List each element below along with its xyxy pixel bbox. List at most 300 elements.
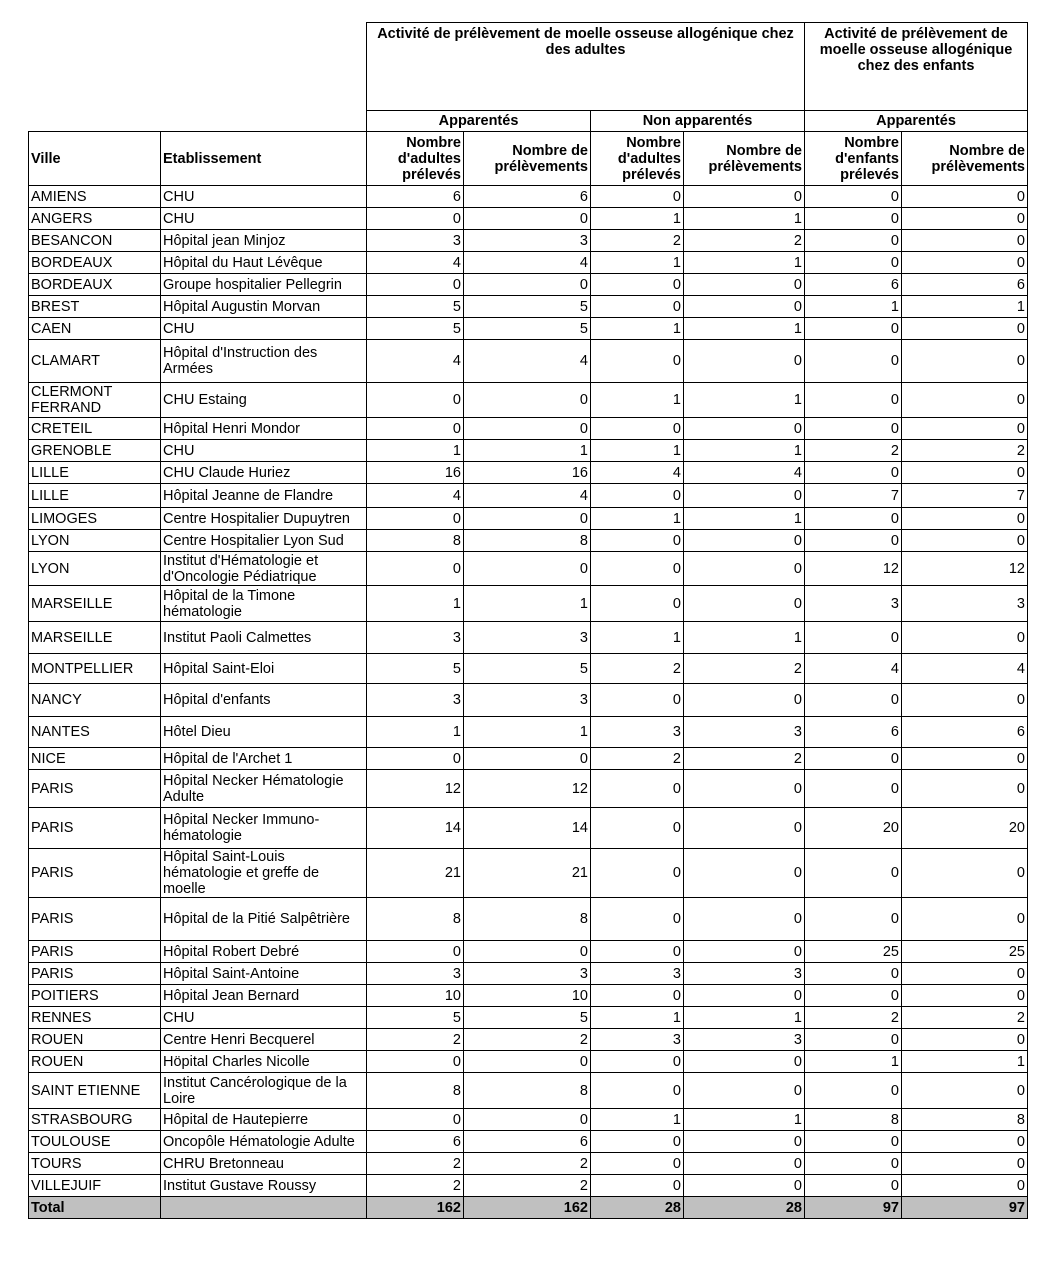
table-row xyxy=(29,808,1028,849)
nb-prelev-enfants-app-cell: 0 xyxy=(902,684,1028,717)
nb-adultes-nonapp-cell: 0 xyxy=(591,1175,684,1197)
nb-prelev-app-cell: 0 xyxy=(464,941,591,963)
etablissement-cell: Hôpital d'enfants xyxy=(161,684,367,717)
nb-adultes-app-cell: 5 xyxy=(367,318,464,340)
nb-prelev-nonapp-cell: 2 xyxy=(684,230,805,252)
etablissement-cell: Hôpital Saint-Louis hématologie et greffe de moelle xyxy=(161,849,367,898)
nb-prelev-enfants-app-cell: 0 xyxy=(902,186,1028,208)
etablissement-cell: Hôpital Necker Immuno-hématologie xyxy=(161,808,367,849)
etablissement-cell: Hôpital Jean Bernard xyxy=(161,985,367,1007)
table-row xyxy=(29,748,1028,770)
ville-cell: STRASBOURG xyxy=(29,1109,161,1131)
nb-prelev-nonapp-cell: 0 xyxy=(684,985,805,1007)
nb-prelev-nonapp-cell: 1 xyxy=(684,1109,805,1131)
nb-adultes-app-cell: 0 xyxy=(367,1109,464,1131)
nb-adultes-app-cell: 0 xyxy=(367,552,464,586)
col-nb-prelev-1-header: Nombre de prélèvements xyxy=(464,132,591,186)
nb-prelev-enfants-app-cell: 0 xyxy=(902,898,1028,941)
nb-prelev-enfants-app-cell: 0 xyxy=(902,383,1028,418)
ville-cell: PARIS xyxy=(29,941,161,963)
nb-adultes-app-cell: 3 xyxy=(367,684,464,717)
nb-adultes-nonapp-cell: 2 xyxy=(591,654,684,684)
nb-adultes-app-cell: 3 xyxy=(367,230,464,252)
total-nb-prelev-app-cell: 162 xyxy=(464,1197,591,1219)
nb-prelev-app-cell: 10 xyxy=(464,985,591,1007)
ville-cell: CLERMONT FERRAND xyxy=(29,383,161,418)
nb-adultes-app-cell: 0 xyxy=(367,383,464,418)
nb-enfants-app-cell: 8 xyxy=(805,1109,902,1131)
ville-cell: NANCY xyxy=(29,684,161,717)
nb-adultes-nonapp-cell: 1 xyxy=(591,622,684,654)
nb-adultes-app-cell: 14 xyxy=(367,808,464,849)
nb-prelev-app-cell: 14 xyxy=(464,808,591,849)
ville-cell: POITIERS xyxy=(29,985,161,1007)
nb-prelev-enfants-app-cell: 0 xyxy=(902,963,1028,985)
table-row xyxy=(29,1109,1028,1131)
etablissement-cell: CHRU Bretonneau xyxy=(161,1153,367,1175)
nb-adultes-nonapp-cell: 0 xyxy=(591,808,684,849)
ville-cell: VILLEJUIF xyxy=(29,1175,161,1197)
nb-adultes-app-cell: 0 xyxy=(367,941,464,963)
nb-adultes-nonapp-cell: 0 xyxy=(591,1153,684,1175)
ville-cell: PARIS xyxy=(29,898,161,941)
ville-cell: NICE xyxy=(29,748,161,770)
nb-prelev-enfants-app-cell: 0 xyxy=(902,230,1028,252)
nb-prelev-nonapp-cell: 1 xyxy=(684,318,805,340)
bone-marrow-table xyxy=(28,22,1028,1219)
ville-cell: TOULOUSE xyxy=(29,1131,161,1153)
ville-cell: ROUEN xyxy=(29,1029,161,1051)
table-row xyxy=(29,274,1028,296)
nb-prelev-app-cell: 12 xyxy=(464,770,591,808)
nb-enfants-app-cell: 0 xyxy=(805,530,902,552)
nb-enfants-app-cell: 0 xyxy=(805,963,902,985)
nb-adultes-app-cell: 8 xyxy=(367,898,464,941)
nb-enfants-app-cell: 6 xyxy=(805,717,902,748)
ville-cell: PARIS xyxy=(29,849,161,898)
nb-adultes-nonapp-cell: 0 xyxy=(591,552,684,586)
nb-prelev-app-cell: 8 xyxy=(464,530,591,552)
table-row xyxy=(29,318,1028,340)
nb-prelev-enfants-app-cell: 12 xyxy=(902,552,1028,586)
nb-adultes-app-cell: 2 xyxy=(367,1153,464,1175)
nb-prelev-nonapp-cell: 3 xyxy=(684,1029,805,1051)
etablissement-cell: Institut d'Hématologie et d'Oncologie Pédiatrique xyxy=(161,552,367,586)
nb-prelev-nonapp-cell: 0 xyxy=(684,186,805,208)
nb-adultes-app-cell: 0 xyxy=(367,208,464,230)
nb-prelev-enfants-app-cell: 0 xyxy=(902,1175,1028,1197)
nb-prelev-app-cell: 2 xyxy=(464,1153,591,1175)
etablissement-cell: CHU xyxy=(161,1007,367,1029)
etablissement-cell: Institut Paoli Calmettes xyxy=(161,622,367,654)
ville-cell: CLAMART xyxy=(29,340,161,383)
nb-prelev-app-cell: 4 xyxy=(464,484,591,508)
nb-prelev-enfants-app-cell: 0 xyxy=(902,1131,1028,1153)
nb-adultes-nonapp-cell: 0 xyxy=(591,296,684,318)
nb-prelev-nonapp-cell: 0 xyxy=(684,484,805,508)
ville-cell: AMIENS xyxy=(29,186,161,208)
etablissement-cell: Höpital Charles Nicolle xyxy=(161,1051,367,1073)
table-row xyxy=(29,1007,1028,1029)
adult-apparentes-header: Apparentés xyxy=(367,111,591,132)
ville-cell: BORDEAUX xyxy=(29,252,161,274)
nb-prelev-enfants-app-cell: 0 xyxy=(902,985,1028,1007)
nb-prelev-app-cell: 16 xyxy=(464,462,591,484)
table-row xyxy=(29,622,1028,654)
etablissement-cell: Hôpital Necker Hématologie Adulte xyxy=(161,770,367,808)
nb-prelev-app-cell: 5 xyxy=(464,296,591,318)
table-row xyxy=(29,985,1028,1007)
nb-enfants-app-cell: 0 xyxy=(805,1029,902,1051)
total-row xyxy=(29,1197,1028,1219)
nb-prelev-enfants-app-cell: 0 xyxy=(902,849,1028,898)
ville-cell: GRENOBLE xyxy=(29,440,161,462)
nb-prelev-nonapp-cell: 0 xyxy=(684,849,805,898)
nb-prelev-nonapp-cell: 0 xyxy=(684,941,805,963)
col-nb-adultes-1-header: Nombre d'adultes prélevés xyxy=(367,132,464,186)
col-ville-header: Ville xyxy=(29,132,161,186)
adult-non-apparentes-header: Non apparentés xyxy=(591,111,805,132)
nb-prelev-app-cell: 6 xyxy=(464,186,591,208)
ville-cell: MONTPELLIER xyxy=(29,654,161,684)
nb-adultes-nonapp-cell: 1 xyxy=(591,1109,684,1131)
nb-prelev-enfants-app-cell: 2 xyxy=(902,440,1028,462)
nb-prelev-app-cell: 0 xyxy=(464,1051,591,1073)
table-row xyxy=(29,418,1028,440)
nb-adultes-app-cell: 10 xyxy=(367,985,464,1007)
nb-adultes-app-cell: 0 xyxy=(367,1051,464,1073)
total-nb-enfants-app-cell: 97 xyxy=(805,1197,902,1219)
nb-enfants-app-cell: 0 xyxy=(805,1175,902,1197)
nb-adultes-nonapp-cell: 1 xyxy=(591,440,684,462)
nb-enfants-app-cell: 20 xyxy=(805,808,902,849)
nb-enfants-app-cell: 0 xyxy=(805,418,902,440)
table-row xyxy=(29,1153,1028,1175)
col-nb-prelev-2-header: Nombre de prélèvements xyxy=(684,132,805,186)
nb-enfants-app-cell: 0 xyxy=(805,462,902,484)
ville-cell: PARIS xyxy=(29,770,161,808)
nb-prelev-app-cell: 5 xyxy=(464,318,591,340)
nb-adultes-nonapp-cell: 2 xyxy=(591,748,684,770)
nb-prelev-nonapp-cell: 0 xyxy=(684,684,805,717)
etablissement-cell: Hôtel Dieu xyxy=(161,717,367,748)
nb-adultes-nonapp-cell: 1 xyxy=(591,383,684,418)
nb-adultes-app-cell: 4 xyxy=(367,252,464,274)
nb-adultes-app-cell: 5 xyxy=(367,296,464,318)
etablissement-cell: Centre Hospitalier Dupuytren xyxy=(161,508,367,530)
nb-prelev-enfants-app-cell: 0 xyxy=(902,340,1028,383)
nb-adultes-app-cell: 6 xyxy=(367,1131,464,1153)
nb-enfants-app-cell: 0 xyxy=(805,748,902,770)
etablissement-cell: Hôpital Saint-Antoine xyxy=(161,963,367,985)
nb-prelev-nonapp-cell: 0 xyxy=(684,898,805,941)
nb-prelev-enfants-app-cell: 6 xyxy=(902,717,1028,748)
nb-adultes-nonapp-cell: 0 xyxy=(591,530,684,552)
nb-adultes-nonapp-cell: 3 xyxy=(591,1029,684,1051)
nb-prelev-enfants-app-cell: 0 xyxy=(902,508,1028,530)
nb-enfants-app-cell: 0 xyxy=(805,508,902,530)
nb-adultes-app-cell: 1 xyxy=(367,717,464,748)
ville-cell: BESANCON xyxy=(29,230,161,252)
nb-prelev-app-cell: 1 xyxy=(464,586,591,622)
nb-prelev-app-cell: 0 xyxy=(464,1109,591,1131)
ville-cell: LIMOGES xyxy=(29,508,161,530)
nb-prelev-nonapp-cell: 0 xyxy=(684,1073,805,1109)
nb-adultes-nonapp-cell: 2 xyxy=(591,230,684,252)
nb-prelev-nonapp-cell: 0 xyxy=(684,340,805,383)
etablissement-cell: CHU Estaing xyxy=(161,383,367,418)
ville-cell: MARSEILLE xyxy=(29,586,161,622)
etablissement-cell: Hôpital de Hautepierre xyxy=(161,1109,367,1131)
nb-prelev-nonapp-cell: 0 xyxy=(684,552,805,586)
nb-adultes-app-cell: 2 xyxy=(367,1175,464,1197)
nb-adultes-app-cell: 4 xyxy=(367,484,464,508)
nb-prelev-enfants-app-cell: 0 xyxy=(902,208,1028,230)
ville-cell: PARIS xyxy=(29,963,161,985)
ville-cell: CRETEIL xyxy=(29,418,161,440)
etablissement-cell: Groupe hospitalier Pellegrin xyxy=(161,274,367,296)
ville-cell: LILLE xyxy=(29,462,161,484)
nb-prelev-enfants-app-cell: 4 xyxy=(902,654,1028,684)
nb-prelev-enfants-app-cell: 8 xyxy=(902,1109,1028,1131)
nb-adultes-app-cell: 3 xyxy=(367,622,464,654)
nb-prelev-nonapp-cell: 2 xyxy=(684,748,805,770)
ville-cell: ROUEN xyxy=(29,1051,161,1073)
nb-prelev-nonapp-cell: 0 xyxy=(684,1051,805,1073)
ville-cell: MARSEILLE xyxy=(29,622,161,654)
nb-enfants-app-cell: 0 xyxy=(805,985,902,1007)
etablissement-cell: Hôpital Jeanne de Flandre xyxy=(161,484,367,508)
col-etablissement-header: Etablissement xyxy=(161,132,367,186)
etablissement-cell: Institut Gustave Roussy xyxy=(161,1175,367,1197)
nb-adultes-nonapp-cell: 0 xyxy=(591,941,684,963)
nb-prelev-nonapp-cell: 1 xyxy=(684,383,805,418)
etablissement-cell: Centre Hospitalier Lyon Sud xyxy=(161,530,367,552)
nb-prelev-enfants-app-cell: 0 xyxy=(902,770,1028,808)
nb-enfants-app-cell: 4 xyxy=(805,654,902,684)
table-row xyxy=(29,654,1028,684)
nb-prelev-nonapp-cell: 1 xyxy=(684,1007,805,1029)
table-row xyxy=(29,296,1028,318)
nb-prelev-enfants-app-cell: 0 xyxy=(902,1073,1028,1109)
nb-adultes-nonapp-cell: 0 xyxy=(591,1073,684,1109)
nb-prelev-nonapp-cell: 0 xyxy=(684,274,805,296)
nb-enfants-app-cell: 0 xyxy=(805,849,902,898)
nb-adultes-app-cell: 16 xyxy=(367,462,464,484)
nb-enfants-app-cell: 1 xyxy=(805,296,902,318)
nb-adultes-nonapp-cell: 0 xyxy=(591,770,684,808)
table-row xyxy=(29,340,1028,383)
nb-adultes-nonapp-cell: 1 xyxy=(591,508,684,530)
nb-prelev-enfants-app-cell: 2 xyxy=(902,1007,1028,1029)
nb-enfants-app-cell: 0 xyxy=(805,186,902,208)
nb-prelev-app-cell: 2 xyxy=(464,1175,591,1197)
nb-prelev-nonapp-cell: 1 xyxy=(684,508,805,530)
nb-prelev-nonapp-cell: 0 xyxy=(684,418,805,440)
table-row xyxy=(29,1175,1028,1197)
etablissement-cell: Oncopôle Hématologie Adulte xyxy=(161,1131,367,1153)
table-row xyxy=(29,208,1028,230)
nb-enfants-app-cell: 0 xyxy=(805,208,902,230)
nb-prelev-app-cell: 4 xyxy=(464,252,591,274)
nb-adultes-app-cell: 0 xyxy=(367,418,464,440)
nb-adultes-nonapp-cell: 3 xyxy=(591,963,684,985)
etablissement-cell: Centre Henri Becquerel xyxy=(161,1029,367,1051)
nb-prelev-enfants-app-cell: 0 xyxy=(902,622,1028,654)
nb-enfants-app-cell: 0 xyxy=(805,622,902,654)
nb-prelev-app-cell: 1 xyxy=(464,440,591,462)
etablissement-cell: Hôpital de la Pitié Salpêtrière xyxy=(161,898,367,941)
nb-adultes-nonapp-cell: 1 xyxy=(591,208,684,230)
table-row xyxy=(29,552,1028,586)
nb-prelev-app-cell: 8 xyxy=(464,898,591,941)
etablissement-cell: Hôpital d'Instruction des Armées xyxy=(161,340,367,383)
header-blank-2 xyxy=(29,111,367,132)
etablissement-cell: Hôpital jean Minjoz xyxy=(161,230,367,252)
nb-prelev-enfants-app-cell: 0 xyxy=(902,748,1028,770)
table-row xyxy=(29,186,1028,208)
nb-prelev-enfants-app-cell: 0 xyxy=(902,530,1028,552)
nb-adultes-nonapp-cell: 1 xyxy=(591,318,684,340)
nb-adultes-nonapp-cell: 1 xyxy=(591,252,684,274)
nb-adultes-nonapp-cell: 4 xyxy=(591,462,684,484)
nb-prelev-nonapp-cell: 0 xyxy=(684,1131,805,1153)
nb-prelev-app-cell: 3 xyxy=(464,622,591,654)
nb-adultes-app-cell: 0 xyxy=(367,508,464,530)
total-label: Total xyxy=(29,1197,161,1219)
etablissement-cell: Hôpital de l'Archet 1 xyxy=(161,748,367,770)
nb-adultes-nonapp-cell: 0 xyxy=(591,418,684,440)
col-nb-enfants-header: Nombre d'enfants prélevés xyxy=(805,132,902,186)
nb-enfants-app-cell: 0 xyxy=(805,1153,902,1175)
table-row xyxy=(29,1029,1028,1051)
nb-enfants-app-cell: 0 xyxy=(805,1073,902,1109)
nb-enfants-app-cell: 0 xyxy=(805,770,902,808)
nb-adultes-nonapp-cell: 0 xyxy=(591,898,684,941)
nb-prelev-enfants-app-cell: 0 xyxy=(902,1153,1028,1175)
nb-adultes-nonapp-cell: 0 xyxy=(591,1131,684,1153)
etablissement-cell: Hôpital Augustin Morvan xyxy=(161,296,367,318)
nb-prelev-app-cell: 3 xyxy=(464,230,591,252)
nb-prelev-enfants-app-cell: 0 xyxy=(902,418,1028,440)
nb-prelev-nonapp-cell: 0 xyxy=(684,808,805,849)
nb-prelev-nonapp-cell: 0 xyxy=(684,586,805,622)
nb-enfants-app-cell: 3 xyxy=(805,586,902,622)
etablissement-cell: CHU xyxy=(161,186,367,208)
ville-cell: LYON xyxy=(29,530,161,552)
ville-cell: LYON xyxy=(29,552,161,586)
child-group-header: Activité de prélèvement de moelle osseuse allogénique chez des enfants xyxy=(805,23,1028,111)
nb-adultes-nonapp-cell: 0 xyxy=(591,586,684,622)
ville-cell: BREST xyxy=(29,296,161,318)
nb-enfants-app-cell: 0 xyxy=(805,252,902,274)
nb-prelev-nonapp-cell: 0 xyxy=(684,1153,805,1175)
nb-adultes-nonapp-cell: 0 xyxy=(591,1051,684,1073)
etablissement-cell: CHU xyxy=(161,440,367,462)
nb-enfants-app-cell: 0 xyxy=(805,318,902,340)
nb-prelev-nonapp-cell: 1 xyxy=(684,622,805,654)
nb-prelev-enfants-app-cell: 3 xyxy=(902,586,1028,622)
table-row xyxy=(29,963,1028,985)
etablissement-cell: CHU xyxy=(161,208,367,230)
nb-prelev-app-cell: 8 xyxy=(464,1073,591,1109)
nb-prelev-nonapp-cell: 3 xyxy=(684,717,805,748)
nb-prelev-enfants-app-cell: 20 xyxy=(902,808,1028,849)
col-nb-adultes-2-header: Nombre d'adultes prélevés xyxy=(591,132,684,186)
nb-prelev-enfants-app-cell: 1 xyxy=(902,296,1028,318)
table-row xyxy=(29,383,1028,418)
nb-adultes-nonapp-cell: 0 xyxy=(591,484,684,508)
ville-cell: TOURS xyxy=(29,1153,161,1175)
etablissement-cell: Hôpital du Haut Lévêque xyxy=(161,252,367,274)
nb-adultes-app-cell: 8 xyxy=(367,1073,464,1109)
table-row xyxy=(29,484,1028,508)
table-row xyxy=(29,941,1028,963)
nb-prelev-nonapp-cell: 0 xyxy=(684,770,805,808)
nb-prelev-nonapp-cell: 4 xyxy=(684,462,805,484)
nb-prelev-app-cell: 1 xyxy=(464,717,591,748)
table-row xyxy=(29,1073,1028,1109)
total-empty-cell xyxy=(161,1197,367,1219)
nb-prelev-nonapp-cell: 1 xyxy=(684,440,805,462)
table-row xyxy=(29,684,1028,717)
nb-adultes-app-cell: 6 xyxy=(367,186,464,208)
etablissement-cell: Hôpital Saint-Eloi xyxy=(161,654,367,684)
nb-adultes-app-cell: 0 xyxy=(367,274,464,296)
table-row xyxy=(29,508,1028,530)
nb-prelev-enfants-app-cell: 0 xyxy=(902,252,1028,274)
ville-cell: RENNES xyxy=(29,1007,161,1029)
nb-adultes-nonapp-cell: 0 xyxy=(591,849,684,898)
nb-prelev-app-cell: 0 xyxy=(464,418,591,440)
nb-adultes-app-cell: 0 xyxy=(367,748,464,770)
nb-adultes-nonapp-cell: 0 xyxy=(591,186,684,208)
nb-prelev-app-cell: 0 xyxy=(464,383,591,418)
table-row xyxy=(29,252,1028,274)
nb-enfants-app-cell: 2 xyxy=(805,440,902,462)
table-row xyxy=(29,586,1028,622)
table-row xyxy=(29,717,1028,748)
nb-prelev-enfants-app-cell: 6 xyxy=(902,274,1028,296)
nb-adultes-nonapp-cell: 0 xyxy=(591,274,684,296)
table-row xyxy=(29,440,1028,462)
nb-prelev-app-cell: 0 xyxy=(464,508,591,530)
table-row xyxy=(29,1051,1028,1073)
nb-prelev-app-cell: 0 xyxy=(464,552,591,586)
nb-adultes-nonapp-cell: 1 xyxy=(591,1007,684,1029)
nb-adultes-app-cell: 1 xyxy=(367,586,464,622)
ville-cell: LILLE xyxy=(29,484,161,508)
table-row xyxy=(29,770,1028,808)
table-row xyxy=(29,898,1028,941)
nb-enfants-app-cell: 6 xyxy=(805,274,902,296)
nb-enfants-app-cell: 1 xyxy=(805,1051,902,1073)
col-nb-prelev-3-header: Nombre de prélèvements xyxy=(902,132,1028,186)
nb-prelev-enfants-app-cell: 25 xyxy=(902,941,1028,963)
nb-prelev-app-cell: 5 xyxy=(464,1007,591,1029)
total-nb-adultes-nonapp-cell: 28 xyxy=(591,1197,684,1219)
nb-prelev-app-cell: 0 xyxy=(464,274,591,296)
etablissement-cell: CHU Claude Huriez xyxy=(161,462,367,484)
ville-cell: ANGERS xyxy=(29,208,161,230)
table-row xyxy=(29,462,1028,484)
etablissement-cell: CHU xyxy=(161,318,367,340)
nb-adultes-nonapp-cell: 3 xyxy=(591,717,684,748)
nb-enfants-app-cell: 7 xyxy=(805,484,902,508)
etablissement-cell: Hôpital Henri Mondor xyxy=(161,418,367,440)
adult-group-header: Activité de prélèvement de moelle osseuse allogénique chez des adultes xyxy=(367,23,805,111)
nb-adultes-app-cell: 12 xyxy=(367,770,464,808)
